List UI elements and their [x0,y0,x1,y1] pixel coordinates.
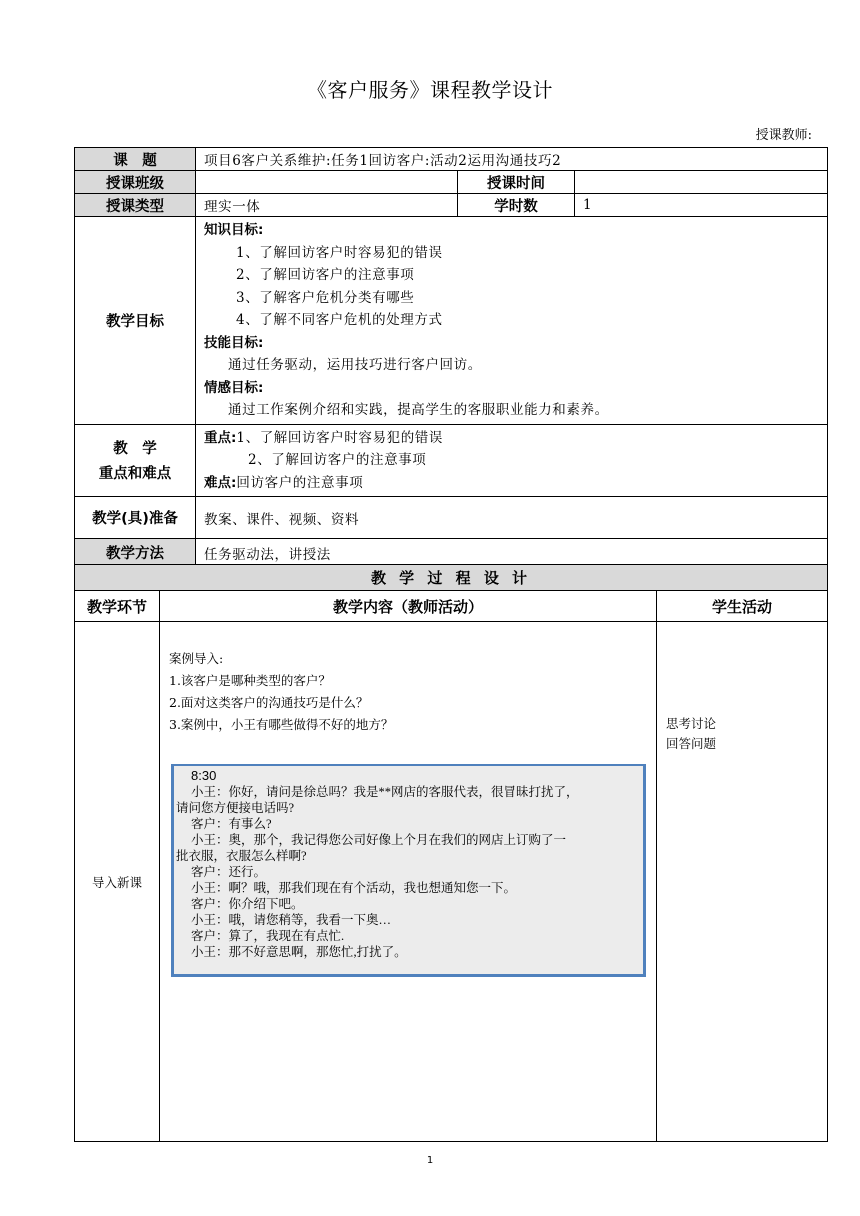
knowledge-head: 知识目标: [204,222,264,238]
difficult-text: 回访客户的注意事项 [236,474,364,491]
skill-head: 技能目标: [204,334,264,351]
dialogue-line: 客户：有事么? [191,817,272,831]
keypoints-row [75,424,828,497]
class-time-row [75,171,828,194]
goals-label: 教学目标 [75,217,196,425]
dialogue-line: 批衣服，衣服怎么样啊? [176,849,307,863]
method-value: 任务驱动法，讲授法 [196,539,828,567]
dialogue-line: 小王：你好，请问是徐总吗？我是**网店的客服代表，很冒昧打扰了， [191,785,579,799]
process-row [75,622,828,1142]
dialogue-line: 请问您方便接电话吗? [176,801,295,815]
teacher-activity [160,622,657,1142]
col-stage-header: 教学环节 [75,591,160,622]
prep-value: 教案、课件、视频、资料 [196,497,828,539]
class-value [196,171,458,194]
method-row [75,539,828,567]
class-label: 授课班级 [75,171,196,194]
keypoints-content [196,424,828,497]
hours-value: 1 [575,194,828,217]
type-label: 授课类型 [75,194,196,217]
type-hours-row [75,194,828,217]
dialogue-line: 小王：啊？哦，那我们现在有个活动，我也想通知您一下。 [191,881,517,895]
dialogue-line: 小王：奥，那个，我记得您公司好像上个月在我们的网店上订购了一 [191,833,567,847]
goals-content [196,217,828,425]
page-number: 1 [426,1155,434,1166]
dialogue-time: 8:30 [191,768,217,783]
key-item: 2、了解回访客户的注意事项 [248,452,427,468]
dialogue-line: 小王：哦，请您稍等，我看一下奥… [191,913,392,927]
knowledge-item: 2、了解回访客户的注意事项 [236,267,415,283]
student-activity [657,622,828,1142]
topic-label: 课 题 [75,148,196,171]
student-activity-item: 思考讨论 [666,716,717,731]
hours-label: 学时数 [458,194,575,217]
prep-row [75,497,828,539]
question: 1.该客户是哪种类型的客户？ [169,673,331,688]
dialogue-line: 客户：你介绍下吧。 [191,897,304,911]
dialogue-line: 客户：算了，我现在有点忙. [191,929,345,943]
case-dialogue-image [171,764,646,977]
dialogue-line: 客户：还行。 [191,865,267,879]
key-item: 1、了解回访客户时容易犯的错误 [236,429,443,446]
student-activity-item: 回答问题 [666,736,717,751]
case-intro: 案例导入: [169,651,224,666]
course-info-table [74,147,828,567]
keypoints-label [75,424,196,497]
method-label: 教学方法 [75,539,196,567]
type-value: 理实一体 [196,194,458,217]
col-content-header: 教学内容（教师活动） [160,591,657,622]
emotion-head: 情感目标: [204,379,264,396]
keypoints-label-line2: 重点和难点 [98,466,172,483]
goals-row [75,217,828,425]
teacher-label: 授课教师: [755,128,812,143]
prep-label: 教学(具)准备 [75,497,196,539]
col-student-header: 学生活动 [657,591,828,622]
stage-name: 导入新课 [75,622,160,1142]
page-title: 《客户服务》课程教学设计 [307,78,553,102]
process-title: 教 学 过 程 设 计 [75,565,828,591]
knowledge-item: 1、了解回访客户时容易犯的错误 [236,244,443,261]
question: 3.案例中，小王有哪些做得不好的地方？ [169,717,394,732]
skill-text: 通过任务驱动，运用技巧进行客户回访。 [228,357,482,373]
teaching-process-table [74,564,828,1142]
difficult-head: 难点: [204,474,237,491]
dialogue-line: 小王：那不好意思啊，那您忙,打扰了。 [191,945,407,959]
question: 2.面对这类客户的沟通技巧是什么？ [169,695,369,710]
knowledge-item: 4、了解不同客户危机的处理方式 [236,312,443,328]
emotion-text: 通过工作案例介绍和实践，提高学生的客服职业能力和素养。 [228,402,609,418]
time-value [575,171,828,194]
process-title-row [75,565,828,591]
key-head: 重点: [204,429,237,446]
keypoints-label-line1: 教 学 [113,441,157,458]
knowledge-item: 3、了解客户危机分类有哪些 [236,289,415,306]
topic-row [75,148,828,171]
time-label: 授课时间 [458,171,575,194]
process-header-row [75,591,828,622]
topic-value: 项目6客户关系维护:任务1回访客户:活动2运用沟通技巧2 [196,148,828,171]
